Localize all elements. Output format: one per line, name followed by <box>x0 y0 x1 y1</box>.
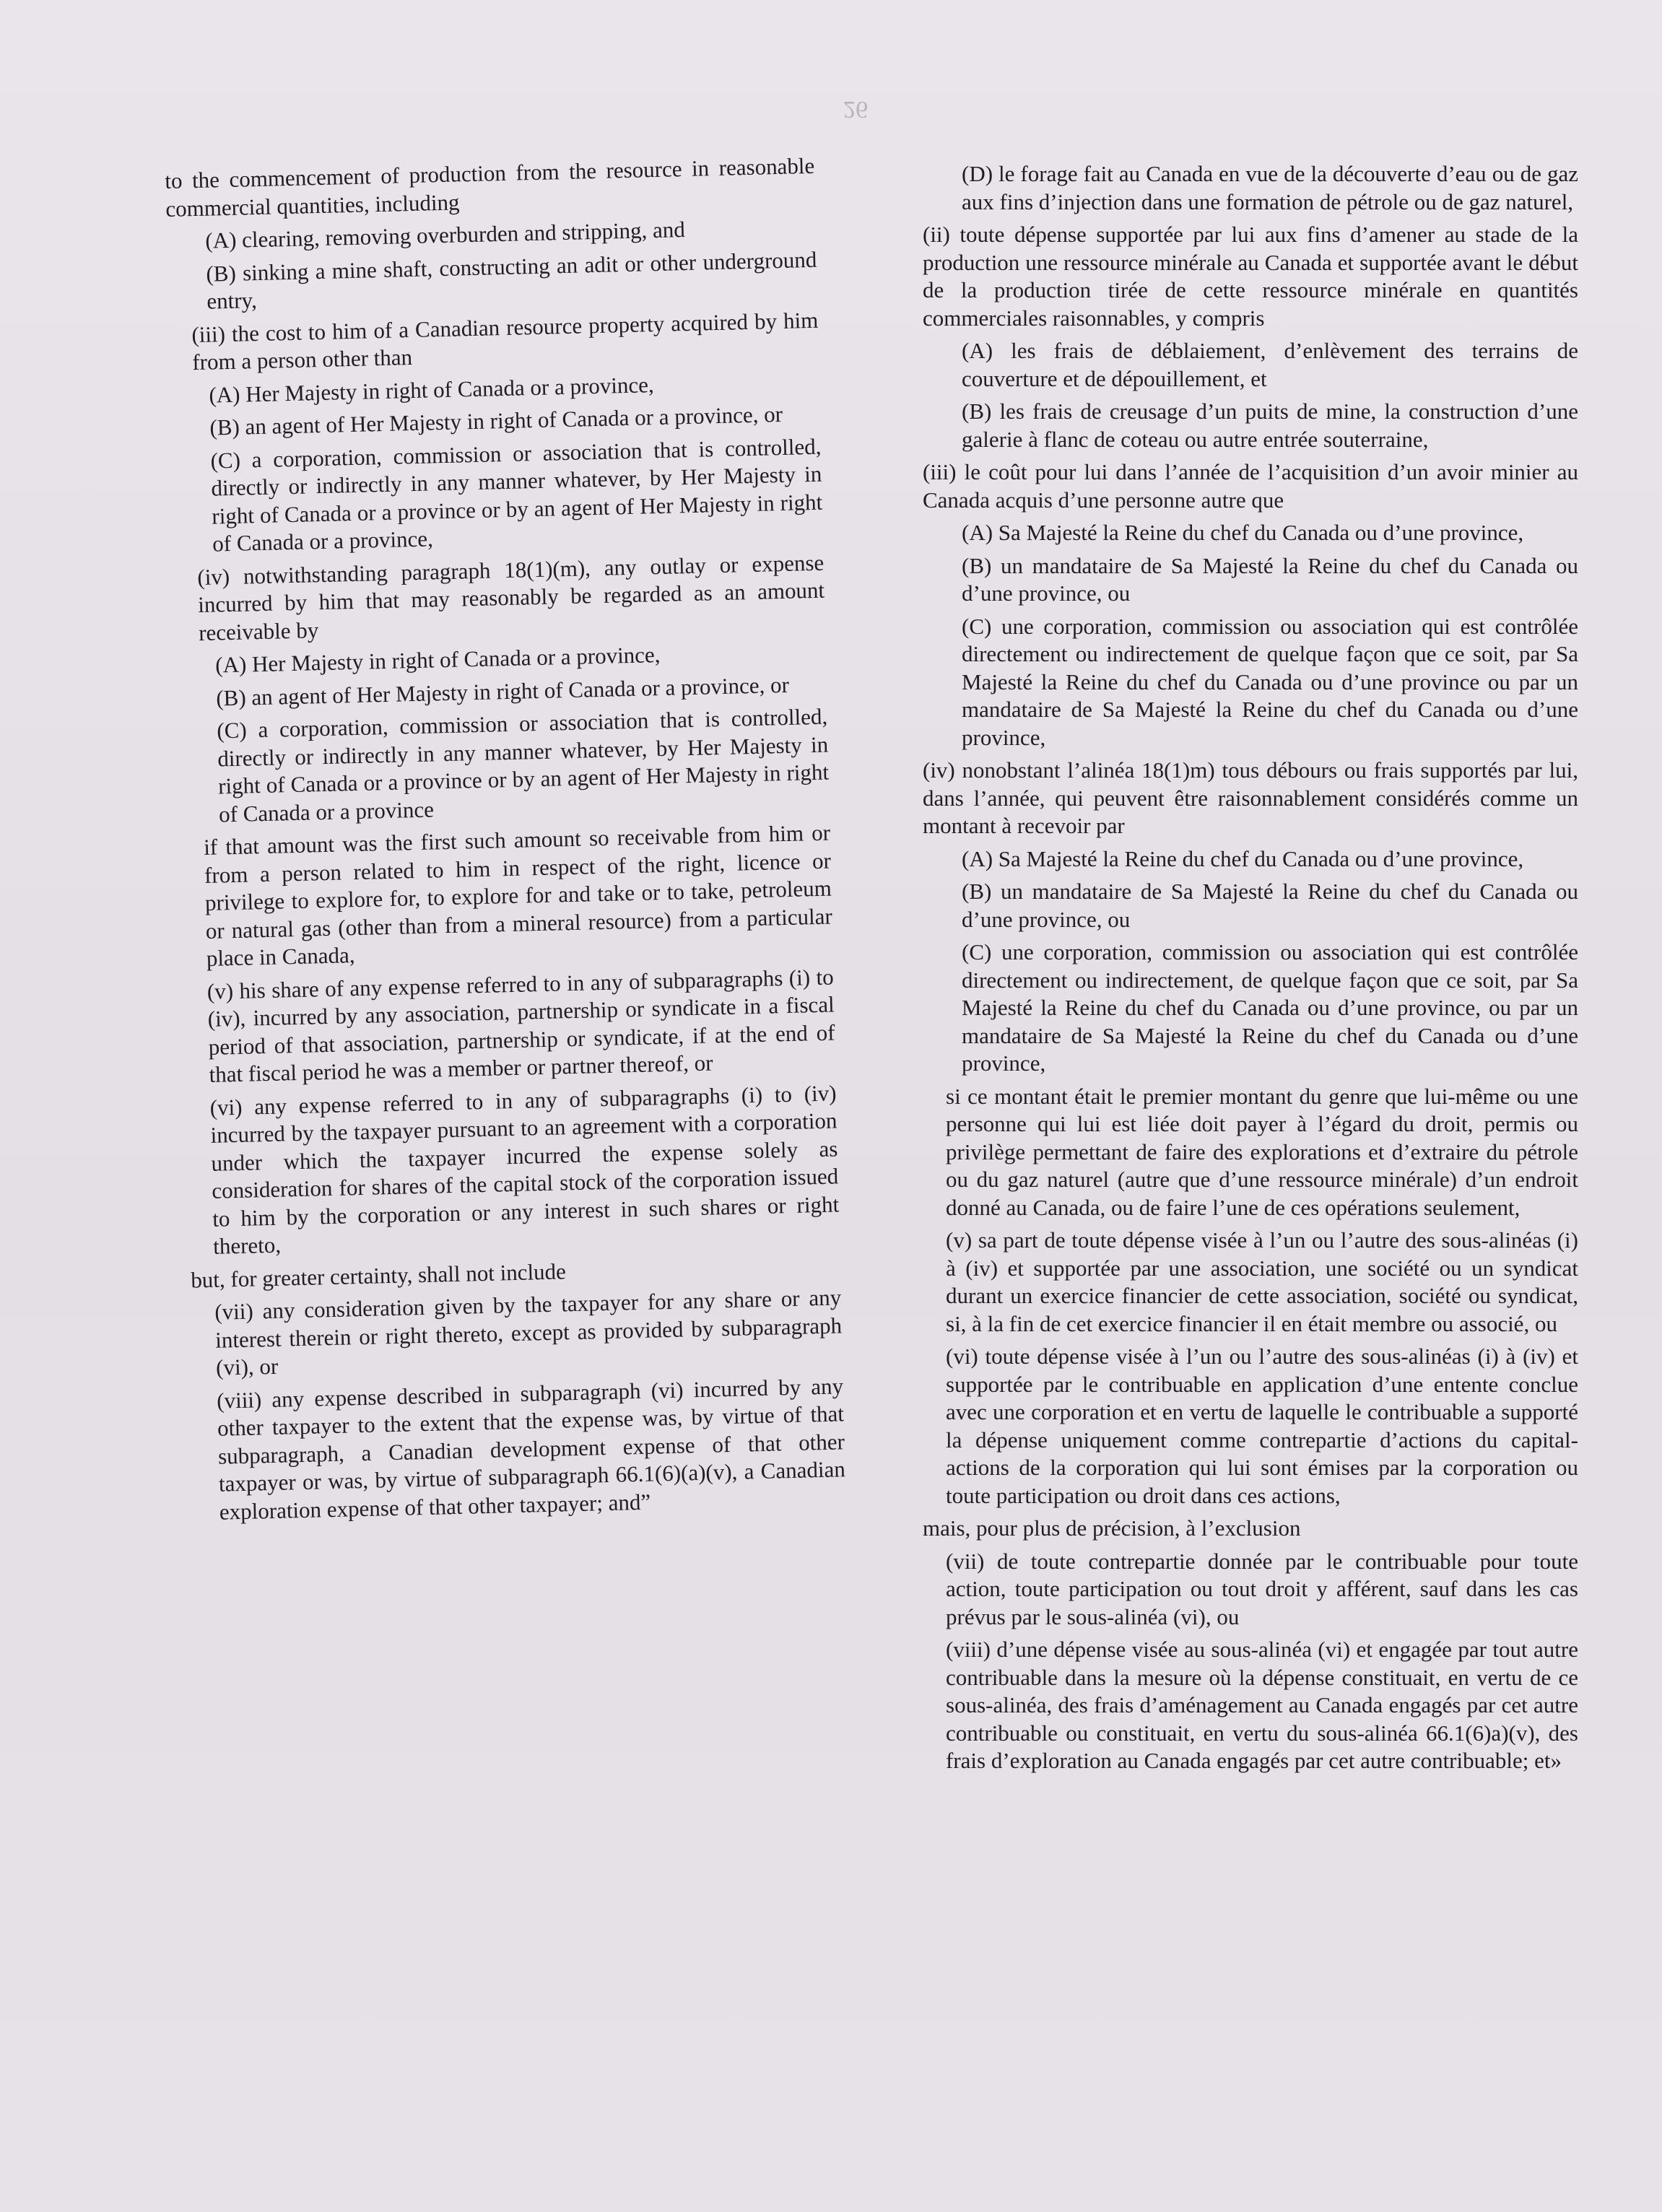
english-paragraph: (B) an agent of Her Majesty in right of Canada or a province, or <box>209 401 783 440</box>
french-paragraph: (A) les frais de déblaiement, d’enlèvement des terrains de couverture et de dépouillement, et <box>962 338 1578 391</box>
french-paragraph: (vii) de toute contrepartie donnée par le contribuable pour toute action, toute participation ou tout droit y afférent, sauf dans les cas prévus par le sous-alinéa (vi), ou <box>946 1548 1578 1629</box>
english-paragraph: (iii) the cost to him of a Canadian resource property acquired by him from a person other than <box>191 307 819 375</box>
french-paragraph: (v) sa part de toute dépense visée à l’un ou l’autre des sous-alinéas (i) à (iv) et supportée par une association, une société ou un syndicat durant un exercice financier de cette association, société ou syndicat, si, à la fin de cet exercice financier il en était membre ou associé, ou <box>946 1227 1578 1336</box>
page-number: 26 <box>843 96 868 123</box>
french-paragraph: (B) les frais de creusage d’un puits de mine, la construction d’une galerie à flanc de coteau ou autre entrée souterraine, <box>962 399 1578 452</box>
french-paragraph: si ce montant était le premier montant du genre que lui-même ou une personne qui lui est liée doit payer à l’égard du droit, permis ou privilège permettant de faire des explorations et d’extraire du pétrole ou du gaz naturel (autre que d’une ressource minérale) d’un endroit donné au Canada, ou de faire l’une de ces opérations seulement, <box>946 1083 1578 1220</box>
english-paragraph: if that amount was the first such amount so receivable from him or from a person related to him in respect of the right, licence or privilege to explore for, to explore for and take or to take, petroleum or natural gas (other than from a mineral resource) from a particular place in Canada, <box>203 819 833 971</box>
english-paragraph: (B) an agent of Her Majesty in right of Canada or a province, or <box>215 671 790 711</box>
french-paragraph: (B) un mandataire de Sa Majesté la Reine du chef du Canada ou d’une province, ou <box>962 552 1578 606</box>
french-paragraph: (A) Sa Majesté la Reine du chef du Canada ou d’une province, <box>962 845 1524 871</box>
english-paragraph: (viii) any expense described in subparagraph (vi) incurred by any other taxpayer to the extent that the expense was, by virtue of that subparagraph, a Canadian development expense of that other taxpayer or was, by virtue of subparagraph 66.1(6)(a)(v), a Canadian exploration expense of that other taxpayer; and” <box>216 1372 846 1525</box>
english-paragraph: (iv) notwithstanding paragraph 18(1)(m), any outlay or expense incurred by him that may reasonably be regarded as an amount receivable by <box>196 549 825 645</box>
french-paragraph: (C) une corporation, commission ou association qui est contrôlée directement ou indirectement, de quelque façon que ce soit, par Sa Majesté la Reine du chef du Canada ou d’une province, ou par un mandataire de Sa Majesté la Reine du chef du Canada ou d’une province, <box>962 939 1578 1076</box>
french-paragraph: (A) Sa Majesté la Reine du chef du Canada ou d’une province, <box>962 520 1524 545</box>
english-paragraph: (C) a corporation, commission or association that is controlled, directly or indirectly in any manner whatever, by Her Majesty in right of Canada or a province or by an agent of Her Majesty in right of Canada or a province, <box>210 433 823 557</box>
english-column <box>165 152 846 1532</box>
english-paragraph: (A) clearing, removing overburden and stripping, and <box>204 217 686 253</box>
english-paragraph: but, for greater certainty, shall not include <box>190 1258 567 1293</box>
french-paragraph: (D) le forage fait au Canada en vue de la découverte d’eau ou de gaz aux fins d’injection dans une formation de pétrole ou de gaz naturel, <box>962 161 1578 214</box>
english-paragraph: (C) a corporation, commission or association that is controlled, directly or indirectly in any manner whatever, by Her Majesty in right of Canada or a province or by an agent of Her Majesty in right of Canada or a province <box>216 703 830 827</box>
french-column <box>923 160 1578 1780</box>
english-paragraph: (vii) any consideration given by the taxpayer for any share or any interest therein or right thereto, except as provided by subparagraph (vi), or <box>214 1284 843 1380</box>
english-paragraph: (B) sinking a mine shaft, constructing an adit or other underground entry, <box>206 246 817 314</box>
french-paragraph: (B) un mandataire de Sa Majesté la Reine du chef du Canada ou d’une province, ou <box>962 879 1578 932</box>
english-paragraph: to the commencement of production from the resource in reasonable commercial quantities, including <box>165 152 815 222</box>
french-paragraph: (iii) le coût pour lui dans l’année de l’acquisition d’un avoir minier au Canada acquis d’une personne autre que <box>923 459 1578 513</box>
french-paragraph: (C) une corporation, commission ou association qui est contrôlée directement ou indirectement de quelque façon que ce soit, par Sa Majesté la Reine du chef du Canada ou d’une province ou par un mandataire de Sa Majesté la Reine du chef du Canada ou d’une province, <box>962 613 1578 750</box>
french-paragraph: mais, pour plus de précision, à l’exclusion <box>923 1515 1301 1541</box>
english-paragraph: (v) his share of any expense referred to in any of subparagraphs (i) to (iv), incurred by any association, partnership or syndicate in a fiscal period of that association, partnership or syndicate, if at the end of that fiscal period he was a member or partner thereof, or <box>206 963 835 1087</box>
english-paragraph: (A) Her Majesty in right of Canada or a province, <box>214 642 661 678</box>
french-paragraph: (viii) d’une dépense visée au sous-alinéa (vi) et engagée par tout autre contribuable dans la mesure où la dépense constituait, en vertu de ce sous-alinéa, des frais d’aménagement au Canada engagés par cet autre contribuable ou constituait, en vertu du sous-alinéa 66.1(6)a)(v), des frais d’exploration au Canada engagés par cet autre contribuable; et» <box>946 1637 1578 1773</box>
french-paragraph: (vi) toute dépense visée à l’un ou l’autre des sous-alinéas (i) à (iv) et supportée par le contribuable en application d’une entente conclue avec une corporation et en vertu de laquelle le contribuable a supporté la dépense uniquement comme contrepartie d’actions du capital-actions de la corporation qui lui sont émises par la corporation ou toute participation ou droit dans ces actions, <box>946 1344 1578 1508</box>
french-paragraph: (ii) toute dépense supportée par lui aux fins d’amener au stade de la production une ressource minérale au Canada et supportée avant le début de la production tirée de cette ressource minérale en quantités commerciales raisonnables, y compris <box>923 222 1578 331</box>
english-paragraph: (A) Her Majesty in right of Canada or a province, <box>209 371 655 408</box>
english-paragraph: (vi) any expense referred to in any of subparagraphs (i) to (iv) incurred by the taxpayer pursuant to an agreement with a corporation under which the taxpayer incurred the expense solely as consideration for shares of the capital stock of the corporation issued to him by the corporation or any interest in such shares or right thereto, <box>209 1079 840 1259</box>
french-paragraph: (iv) nonobstant l’alinéa 18(1)m) tous débours ou frais supportés par lui, dans l’année, qui peuvent être raisonnablement considérés comme un montant à recevoir par <box>923 757 1578 838</box>
